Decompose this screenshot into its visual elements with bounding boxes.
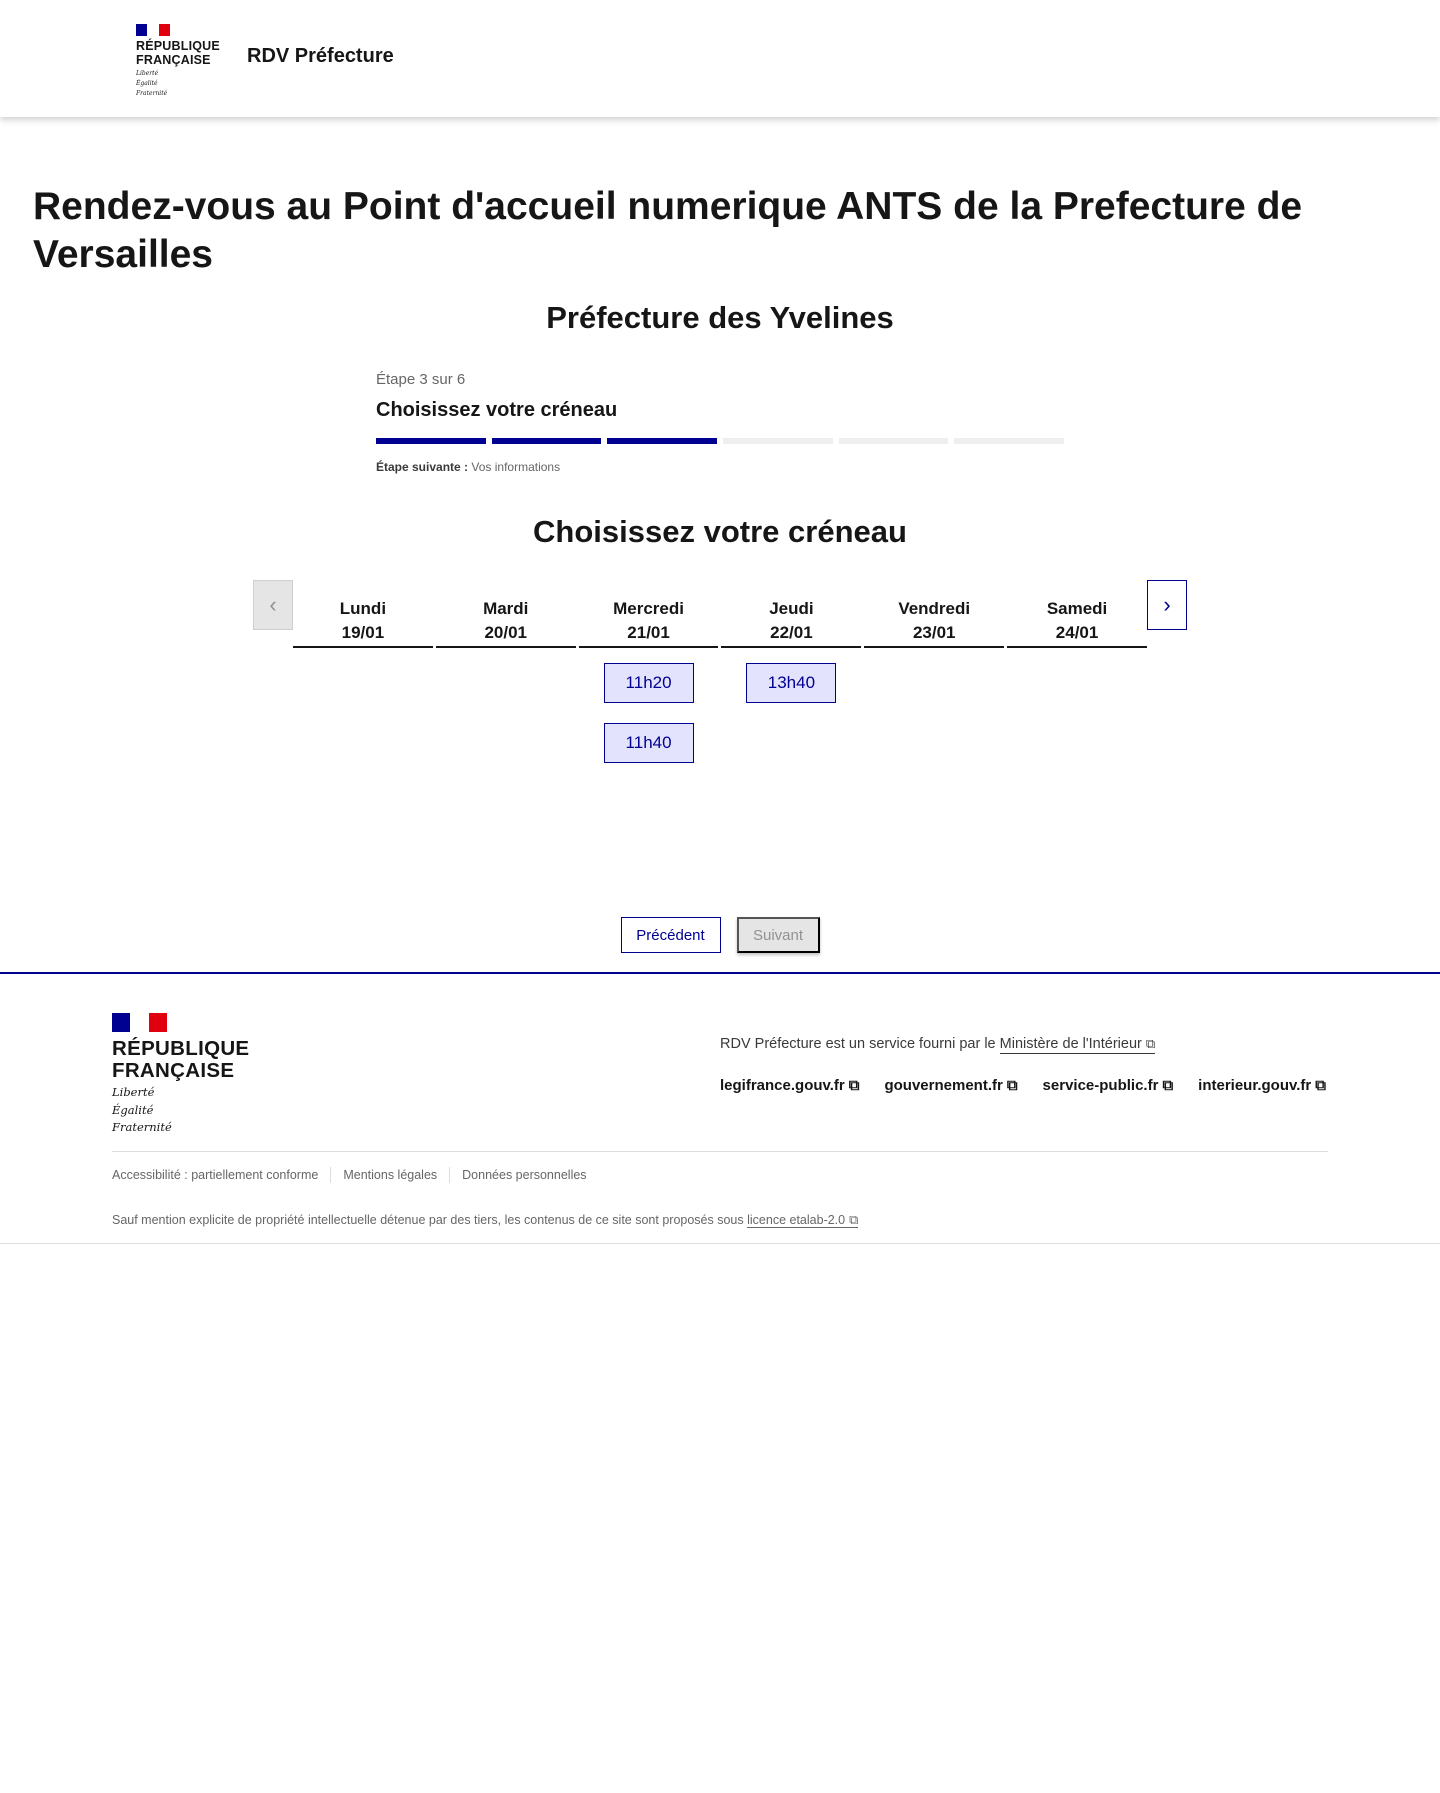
time-slot-button[interactable]: 11h40 bbox=[604, 723, 694, 763]
day-columns bbox=[293, 580, 1147, 763]
external-link-icon: ⧉ bbox=[849, 1212, 859, 1227]
external-link-icon: ⧉ bbox=[1145, 1036, 1156, 1051]
footer-motto-egalite: Égalité bbox=[112, 1102, 154, 1117]
slot-section-title: Choisissez votre créneau bbox=[533, 514, 907, 549]
day-date: 20/01 bbox=[484, 623, 528, 642]
step-next bbox=[376, 460, 1064, 474]
step-segment bbox=[954, 438, 1064, 444]
footer-brand-line-1: RÉPUBLIQUE bbox=[112, 1037, 250, 1060]
day-column bbox=[721, 580, 861, 763]
step-title: Choisissez votre créneau bbox=[376, 399, 618, 421]
day-name: Mardi bbox=[483, 599, 529, 618]
external-link-icon: ⧉ bbox=[848, 1077, 860, 1094]
next-week-button[interactable] bbox=[1147, 580, 1187, 630]
step-state: Étape 3 sur 6 bbox=[376, 371, 466, 388]
step-next-label: Étape suivante : bbox=[376, 460, 469, 474]
step-segment bbox=[607, 438, 717, 444]
footer-brand-line-2: FRANÇAISE bbox=[112, 1059, 235, 1082]
republique-logo[interactable] bbox=[136, 24, 220, 97]
slot-list bbox=[721, 663, 861, 703]
day-name: Vendredi bbox=[898, 599, 971, 618]
day-header bbox=[579, 580, 719, 648]
licence-link-label: licence etalab-2.0 bbox=[747, 1213, 846, 1227]
external-link-icon: ⧉ bbox=[1162, 1077, 1174, 1094]
external-link-icon: ⧉ bbox=[1315, 1077, 1326, 1094]
motto-liberte: Liberté bbox=[136, 70, 159, 77]
footer-bottom-link[interactable]: Accessibilité : partiellement conforme bbox=[112, 1168, 319, 1182]
footer-bottom-link[interactable]: Mentions légales bbox=[330, 1167, 449, 1183]
ministere-link[interactable] bbox=[1000, 1036, 1156, 1054]
day-date: 23/01 bbox=[912, 623, 956, 642]
time-slot-button[interactable]: 13h40 bbox=[746, 663, 836, 703]
footer-description bbox=[720, 1036, 1155, 1052]
footer-republique-logo[interactable] bbox=[112, 1013, 249, 1135]
footer-partner-link-label: service-public.fr bbox=[1042, 1077, 1159, 1094]
chevron-left-icon: ‹ bbox=[269, 592, 277, 617]
day-date: 24/01 bbox=[1055, 623, 1099, 642]
footer-partner-link[interactable] bbox=[720, 1077, 859, 1094]
footer-partner-link-label: legifrance.gouv.fr bbox=[720, 1077, 845, 1094]
french-flag-icon bbox=[136, 24, 170, 36]
licence-link[interactable] bbox=[747, 1213, 858, 1228]
motto-egalite: Égalité bbox=[136, 80, 158, 87]
page-title: Rendez-vous au Point d'accueil numerique ANTS de la Prefecture de Versailles bbox=[33, 185, 1303, 276]
day-date: 21/01 bbox=[627, 623, 670, 642]
step-segment bbox=[376, 438, 486, 444]
day-name: Jeudi bbox=[769, 599, 814, 618]
site-header bbox=[0, 0, 1440, 117]
brand-line-1: RÉPUBLIQUE bbox=[136, 39, 220, 53]
day-column bbox=[436, 580, 576, 763]
stepper bbox=[376, 371, 1064, 474]
day-header bbox=[864, 580, 1004, 648]
day-header bbox=[1007, 580, 1147, 648]
day-header bbox=[293, 580, 433, 648]
step-progress-bar bbox=[376, 438, 1064, 444]
footer-bottom-links bbox=[112, 1167, 599, 1183]
previous-week-button[interactable] bbox=[253, 580, 293, 630]
motto-fraternite: Fraternité bbox=[136, 90, 168, 97]
time-slot-button[interactable]: 11h20 bbox=[604, 663, 694, 703]
previous-button[interactable]: Précédent bbox=[621, 917, 721, 953]
slot-list bbox=[579, 663, 719, 763]
next-button[interactable]: Suivant bbox=[737, 917, 820, 953]
footer-partner-link-label: interieur.gouv.fr bbox=[1198, 1077, 1312, 1094]
day-column bbox=[864, 580, 1004, 763]
footer-motto-fraternite: Fraternité bbox=[112, 1120, 172, 1134]
footer-bottom-link[interactable]: Données personnelles bbox=[449, 1167, 598, 1183]
footer-divider bbox=[112, 1151, 1328, 1152]
external-link-icon: ⧉ bbox=[1006, 1077, 1018, 1094]
day-date: 19/01 bbox=[341, 623, 385, 642]
footer-license-text: Sauf mention explicite de propriété intellectuelle détenue par des tiers, les contenus de ce site sont proposés sous bbox=[112, 1213, 744, 1227]
french-flag-icon bbox=[112, 1013, 167, 1032]
step-segment bbox=[839, 438, 949, 444]
prefecture-title: Préfecture des Yvelines bbox=[546, 300, 894, 335]
day-column bbox=[293, 580, 433, 763]
service-title-link[interactable]: RDV Préfecture bbox=[247, 45, 394, 67]
footer-license bbox=[112, 1212, 858, 1228]
step-next-value: Vos informations bbox=[471, 460, 561, 474]
step-segment bbox=[723, 438, 833, 444]
footer-partner-link[interactable] bbox=[1043, 1077, 1174, 1094]
footer-partner-links bbox=[720, 1077, 1326, 1094]
step-segment bbox=[492, 438, 602, 444]
day-name: Mercredi bbox=[613, 599, 684, 618]
day-name: Lundi bbox=[339, 599, 387, 618]
footer-partner-link-label: gouvernement.fr bbox=[884, 1077, 1003, 1094]
footer-description-text: RDV Préfecture est un service fourni par le bbox=[720, 1036, 996, 1052]
chevron-right-icon: › bbox=[1163, 592, 1171, 617]
day-column bbox=[579, 580, 719, 763]
day-column bbox=[1007, 580, 1147, 763]
brand-line-2: FRANÇAISE bbox=[136, 53, 211, 67]
day-header bbox=[436, 580, 576, 648]
footer-partner-link[interactable] bbox=[1198, 1077, 1326, 1094]
day-name: Samedi bbox=[1046, 599, 1108, 618]
day-date: 22/01 bbox=[770, 623, 813, 642]
footer-partner-link[interactable] bbox=[884, 1077, 1017, 1094]
ministere-link-label: Ministère de l'Intérieur bbox=[999, 1036, 1142, 1052]
site-footer bbox=[0, 972, 1440, 1244]
step-navigation bbox=[0, 917, 1440, 953]
day-header bbox=[721, 580, 861, 648]
footer-motto-liberte: Liberté bbox=[112, 1085, 155, 1099]
